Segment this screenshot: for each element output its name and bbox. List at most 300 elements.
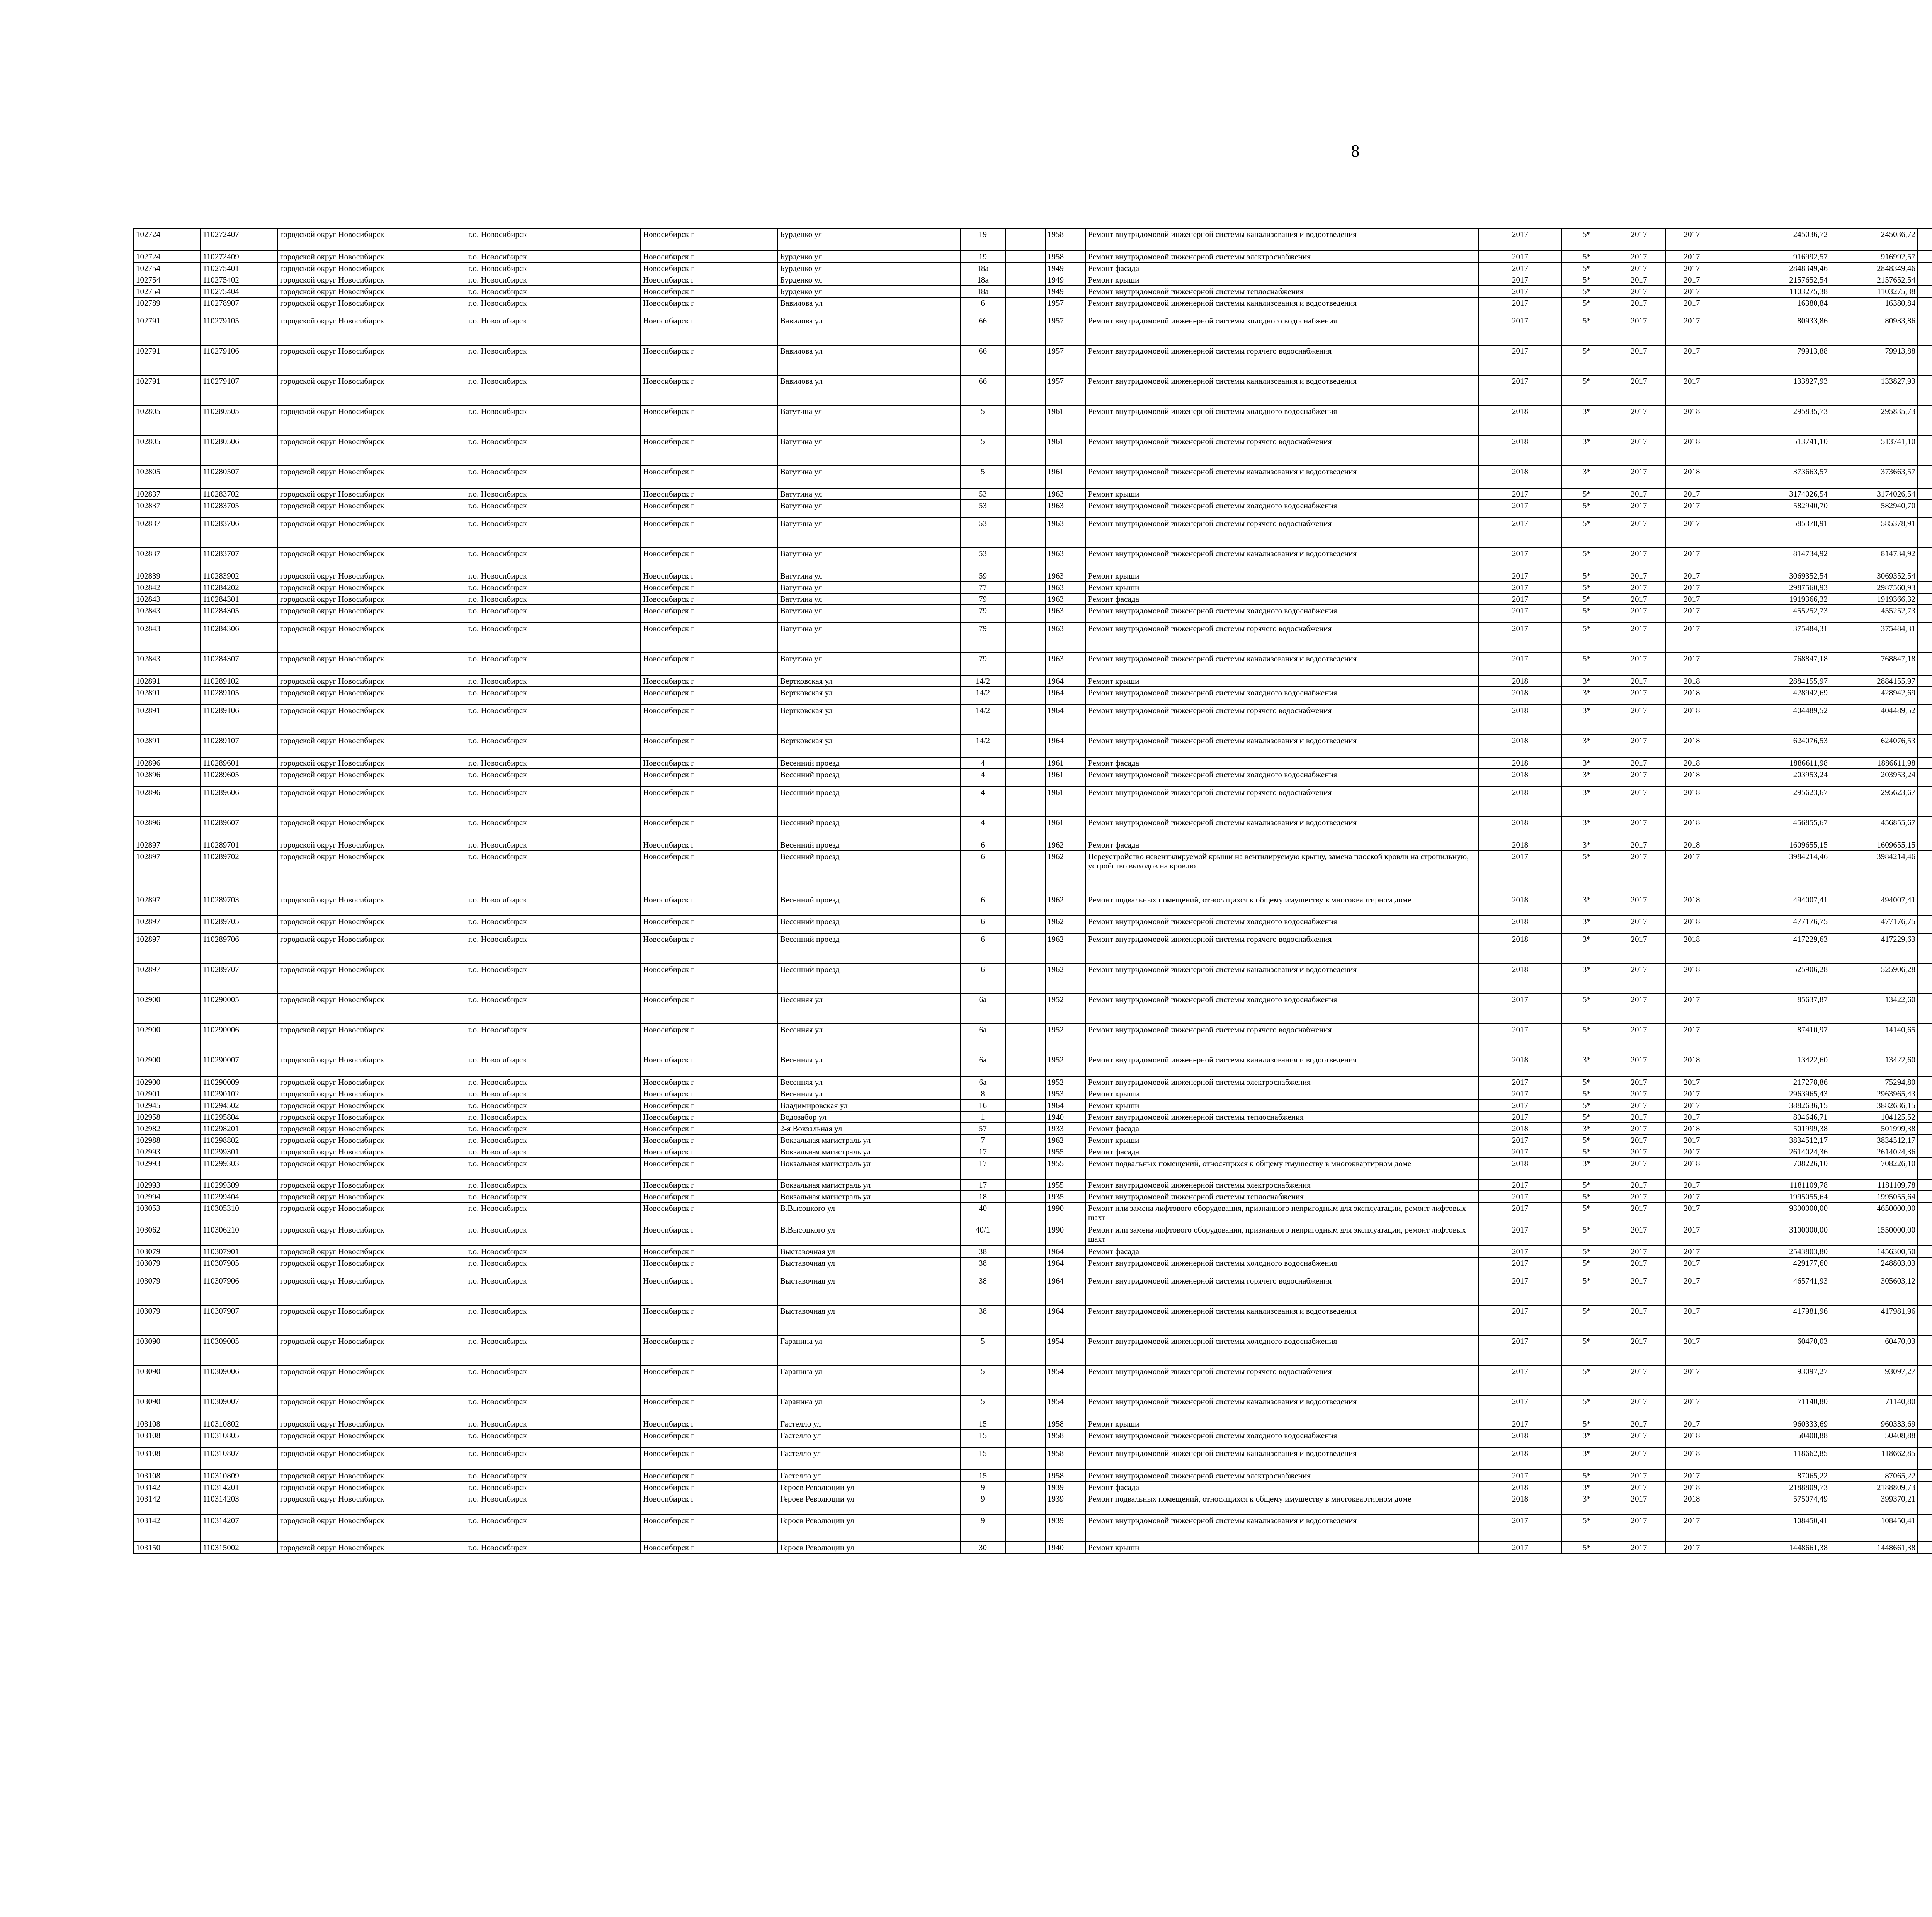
cell-street: Вертковская ул: [778, 687, 960, 705]
cell-house-number: 14/2: [960, 675, 1005, 687]
cell-end-year: 2017: [1666, 1515, 1718, 1542]
cell-total-cost: 513741,10: [1718, 436, 1830, 466]
cell-cost-part-2: [1918, 769, 1932, 787]
cell-end-year: 2018: [1666, 1054, 1718, 1076]
cell-object-id: 102897: [134, 916, 201, 933]
cell-total-cost: 217278,86: [1718, 1076, 1830, 1088]
cell-end-year: 2018: [1666, 787, 1718, 817]
cell-year-built: 1961: [1045, 466, 1086, 488]
cell-object-id: 103142: [134, 1493, 201, 1515]
cell-end-year: 2017: [1666, 1024, 1718, 1054]
table-row: [134, 687, 1932, 705]
cell-locality: Новосибирск г: [641, 1146, 778, 1158]
cell-municipality: городской округ Новосибирск: [278, 839, 466, 851]
cell-start-year: 2017: [1612, 1542, 1666, 1553]
cell-record-id: 110298802: [201, 1134, 278, 1146]
cell-district: г.о. Новосибирск: [466, 1146, 641, 1158]
cell-building: [1005, 375, 1045, 405]
cell-total-cost: 3882636,15: [1718, 1100, 1830, 1111]
cell-municipality: городской округ Новосибирск: [278, 1158, 466, 1179]
cell-record-id: 110289702: [201, 851, 278, 894]
cell-category: 3*: [1561, 735, 1612, 757]
cell-locality: Новосибирск г: [641, 1365, 778, 1396]
cell-start-year: 2017: [1612, 817, 1666, 839]
cell-record-id: 110315002: [201, 1542, 278, 1553]
cell-category: 3*: [1561, 964, 1612, 994]
cell-plan-year: 2017: [1479, 1470, 1561, 1481]
cell-end-year: 2017: [1666, 570, 1718, 582]
cell-category: 3*: [1561, 687, 1612, 705]
cell-municipality: городской округ Новосибирск: [278, 375, 466, 405]
cell-category: 5*: [1561, 1257, 1612, 1275]
cell-total-cost: 455252,73: [1718, 605, 1830, 623]
cell-work-type: Ремонт подвальных помещений, относящихся к общему имуществу в многоквартирном доме: [1086, 1158, 1479, 1179]
cell-cost-part-1: 708226,10: [1830, 1158, 1918, 1179]
cell-year-built: 1990: [1045, 1224, 1086, 1246]
cell-district: г.о. Новосибирск: [466, 1335, 641, 1365]
cell-building: [1005, 1481, 1045, 1493]
cell-object-id: 102791: [134, 315, 201, 345]
table-row: [134, 297, 1932, 315]
cell-start-year: 2017: [1612, 466, 1666, 488]
cell-category: 5*: [1561, 228, 1612, 251]
cell-plan-year: 2017: [1479, 518, 1561, 548]
cell-district: г.о. Новосибирск: [466, 1481, 641, 1493]
cell-cost-part-2: [1918, 675, 1932, 687]
cell-total-cost: 245036,72: [1718, 228, 1830, 251]
cell-end-year: 2017: [1666, 653, 1718, 675]
table-row: [134, 1088, 1932, 1100]
cell-locality: Новосибирск г: [641, 1024, 778, 1054]
cell-record-id: 110275402: [201, 274, 278, 286]
cell-cost-part-2: [1918, 894, 1932, 916]
cell-cost-part-2: [1918, 262, 1932, 274]
cell-work-type: Ремонт крыши: [1086, 1100, 1479, 1111]
cell-street: Владимировская ул: [778, 1100, 960, 1111]
cell-work-type: Ремонт фасада: [1086, 1246, 1479, 1257]
cell-year-built: 1952: [1045, 1076, 1086, 1088]
table-row: [134, 623, 1932, 653]
cell-end-year: 2017: [1666, 1191, 1718, 1202]
cell-object-id: 102901: [134, 1088, 201, 1100]
cell-cost-part-2: [1918, 1202, 1932, 1224]
table-row: [134, 894, 1932, 916]
cell-total-cost: 50408,88: [1718, 1430, 1830, 1447]
cell-street: Гастелло ул: [778, 1470, 960, 1481]
table-row: [134, 1418, 1932, 1430]
cell-end-year: 2017: [1666, 548, 1718, 570]
cell-district: г.о. Новосибирск: [466, 687, 641, 705]
cell-work-type: Ремонт крыши: [1086, 1542, 1479, 1553]
cell-street: Ватутина ул: [778, 548, 960, 570]
cell-district: г.о. Новосибирск: [466, 1542, 641, 1553]
cell-plan-year: 2017: [1479, 1100, 1561, 1111]
cell-district: г.о. Новосибирск: [466, 817, 641, 839]
cell-locality: Новосибирск г: [641, 1493, 778, 1515]
cell-end-year: 2017: [1666, 1365, 1718, 1396]
cell-year-built: 1933: [1045, 1123, 1086, 1134]
cell-start-year: 2017: [1612, 605, 1666, 623]
cell-year-built: 1964: [1045, 1275, 1086, 1305]
cell-year-built: 1990: [1045, 1202, 1086, 1224]
cell-plan-year: 2017: [1479, 653, 1561, 675]
cell-total-cost: 428942,69: [1718, 687, 1830, 705]
cell-object-id: 103090: [134, 1335, 201, 1365]
cell-record-id: 110310809: [201, 1470, 278, 1481]
cell-locality: Новосибирск г: [641, 1542, 778, 1553]
cell-municipality: городской округ Новосибирск: [278, 787, 466, 817]
table-row: [134, 315, 1932, 345]
table-row: [134, 1054, 1932, 1076]
cell-locality: Новосибирск г: [641, 1275, 778, 1305]
cell-locality: Новосибирск г: [641, 1111, 778, 1123]
cell-category: 3*: [1561, 436, 1612, 466]
cell-end-year: 2017: [1666, 593, 1718, 605]
cell-plan-year: 2017: [1479, 297, 1561, 315]
cell-object-id: 102896: [134, 769, 201, 787]
cell-house-number: 66: [960, 315, 1005, 345]
cell-district: г.о. Новосибирск: [466, 1054, 641, 1076]
cell-street: Выставочная ул: [778, 1246, 960, 1257]
cell-year-built: 1955: [1045, 1146, 1086, 1158]
cell-house-number: 79: [960, 605, 1005, 623]
table-row: [134, 817, 1932, 839]
cell-start-year: 2017: [1612, 787, 1666, 817]
cell-work-type: Ремонт крыши: [1086, 582, 1479, 593]
cell-work-type: Ремонт фасада: [1086, 1123, 1479, 1134]
cell-start-year: 2017: [1612, 1024, 1666, 1054]
cell-work-type: Ремонт внутридомовой инженерной системы электроснабжения: [1086, 251, 1479, 262]
cell-cost-part-2: [1918, 593, 1932, 605]
cell-category: 5*: [1561, 1202, 1612, 1224]
cell-work-type: Ремонт внутридомовой инженерной системы горячего водоснабжения: [1086, 1275, 1479, 1305]
cell-municipality: городской округ Новосибирск: [278, 1430, 466, 1447]
cell-total-cost: 3984214,46: [1718, 851, 1830, 894]
cell-total-cost: 2188809,73: [1718, 1481, 1830, 1493]
cell-building: [1005, 1024, 1045, 1054]
table-row: [134, 964, 1932, 994]
cell-end-year: 2018: [1666, 735, 1718, 757]
cell-cost-part-2: [1918, 1158, 1932, 1179]
cell-building: [1005, 916, 1045, 933]
cell-year-built: 1949: [1045, 286, 1086, 297]
cell-total-cost: 3069352,54: [1718, 570, 1830, 582]
cell-work-type: Ремонт внутридомовой инженерной системы канализования и водоотведения: [1086, 466, 1479, 488]
cell-work-type: Ремонт внутридомовой инженерной системы электроснабжения: [1086, 1470, 1479, 1481]
cell-record-id: 110310802: [201, 1418, 278, 1430]
cell-category: 3*: [1561, 757, 1612, 769]
cell-record-id: 110299309: [201, 1179, 278, 1191]
cell-district: г.о. Новосибирск: [466, 251, 641, 262]
table-row: [134, 548, 1932, 570]
cell-cost-part-1: 1995055,64: [1830, 1191, 1918, 1202]
cell-object-id: 102945: [134, 1100, 201, 1111]
cell-object-id: 102896: [134, 817, 201, 839]
cell-work-type: Ремонт внутридомовой инженерной системы канализования и водоотведения: [1086, 1447, 1479, 1470]
cell-plan-year: 2018: [1479, 787, 1561, 817]
cell-total-cost: 71140,80: [1718, 1396, 1830, 1418]
cell-street: Весенний проезд: [778, 839, 960, 851]
cell-record-id: 110314201: [201, 1481, 278, 1493]
cell-start-year: 2017: [1612, 933, 1666, 964]
cell-building: [1005, 687, 1045, 705]
cell-building: [1005, 1111, 1045, 1123]
cell-total-cost: 3174026,54: [1718, 488, 1830, 500]
cell-cost-part-1: 14140,65: [1830, 1024, 1918, 1054]
cell-end-year: 2017: [1666, 1202, 1718, 1224]
cell-work-type: Ремонт внутридомовой инженерной системы канализования и водоотведения: [1086, 1305, 1479, 1335]
cell-end-year: 2018: [1666, 817, 1718, 839]
cell-municipality: городской округ Новосибирск: [278, 1396, 466, 1418]
cell-record-id: 110307905: [201, 1257, 278, 1275]
table-row: [134, 769, 1932, 787]
cell-plan-year: 2017: [1479, 1111, 1561, 1123]
cell-street: Выставочная ул: [778, 1305, 960, 1335]
cell-cost-part-1: 305603,12: [1830, 1275, 1918, 1305]
cell-plan-year: 2018: [1479, 405, 1561, 436]
cell-object-id: 102791: [134, 375, 201, 405]
cell-house-number: 40: [960, 1202, 1005, 1224]
cell-plan-year: 2017: [1479, 1088, 1561, 1100]
cell-cost-part-1: 1456300,50: [1830, 1246, 1918, 1257]
cell-work-type: Ремонт внутридомовой инженерной системы канализования и водоотведения: [1086, 817, 1479, 839]
cell-district: г.о. Новосибирск: [466, 933, 641, 964]
cell-municipality: городской округ Новосибирск: [278, 1224, 466, 1246]
cell-total-cost: 585378,91: [1718, 518, 1830, 548]
cell-house-number: 16: [960, 1100, 1005, 1111]
cell-municipality: городской округ Новосибирск: [278, 466, 466, 488]
cell-year-built: 1963: [1045, 488, 1086, 500]
cell-cost-part-2: [1918, 1396, 1932, 1418]
cell-municipality: городской округ Новосибирск: [278, 1515, 466, 1542]
cell-district: г.о. Новосибирск: [466, 1447, 641, 1470]
cell-record-id: 110299404: [201, 1191, 278, 1202]
cell-category: 5*: [1561, 375, 1612, 405]
cell-cost-part-1: 93097,27: [1830, 1365, 1918, 1396]
cell-cost-part-1: 1919366,32: [1830, 593, 1918, 605]
cell-work-type: Ремонт крыши: [1086, 1134, 1479, 1146]
cell-object-id: 102897: [134, 964, 201, 994]
cell-building: [1005, 994, 1045, 1024]
cell-street: Выставочная ул: [778, 1257, 960, 1275]
cell-house-number: 79: [960, 653, 1005, 675]
cell-start-year: 2017: [1612, 345, 1666, 375]
cell-house-number: 5: [960, 436, 1005, 466]
page-number: 8: [1351, 141, 1360, 160]
cell-total-cost: 916992,57: [1718, 251, 1830, 262]
cell-end-year: 2017: [1666, 286, 1718, 297]
cell-start-year: 2017: [1612, 297, 1666, 315]
cell-plan-year: 2018: [1479, 769, 1561, 787]
cell-start-year: 2017: [1612, 1481, 1666, 1493]
cell-cost-part-2: [1918, 705, 1932, 735]
cell-end-year: 2017: [1666, 1275, 1718, 1305]
cell-house-number: 5: [960, 405, 1005, 436]
cell-end-year: 2018: [1666, 1123, 1718, 1134]
cell-cost-part-1: 80933,86: [1830, 315, 1918, 345]
table-row: [134, 375, 1932, 405]
cell-cost-part-1: 455252,73: [1830, 605, 1918, 623]
cell-street: Весенняя ул: [778, 1088, 960, 1100]
table-row: [134, 262, 1932, 274]
cell-object-id: 102900: [134, 994, 201, 1024]
cell-cost-part-1: 60470,03: [1830, 1335, 1918, 1365]
cell-house-number: 15: [960, 1430, 1005, 1447]
cell-start-year: 2017: [1612, 1515, 1666, 1542]
cell-category: 5*: [1561, 262, 1612, 274]
cell-total-cost: 575074,49: [1718, 1493, 1830, 1515]
cell-street: Героев Революции ул: [778, 1481, 960, 1493]
cell-object-id: 102842: [134, 582, 201, 593]
cell-plan-year: 2017: [1479, 570, 1561, 582]
cell-year-built: 1955: [1045, 1179, 1086, 1191]
cell-plan-year: 2018: [1479, 687, 1561, 705]
cell-cost-part-2: [1918, 286, 1932, 297]
cell-object-id: 102900: [134, 1054, 201, 1076]
cell-end-year: 2017: [1666, 1418, 1718, 1430]
cell-district: г.о. Новосибирск: [466, 297, 641, 315]
cell-total-cost: 79913,88: [1718, 345, 1830, 375]
cell-year-built: 1962: [1045, 916, 1086, 933]
cell-district: г.о. Новосибирск: [466, 1305, 641, 1335]
cell-start-year: 2017: [1612, 1224, 1666, 1246]
cell-cost-part-2: [1918, 1515, 1932, 1542]
cell-locality: Новосибирск г: [641, 405, 778, 436]
cell-plan-year: 2017: [1479, 251, 1561, 262]
cell-district: г.о. Новосибирск: [466, 1396, 641, 1418]
cell-category: 5*: [1561, 315, 1612, 345]
cell-year-built: 1964: [1045, 1257, 1086, 1275]
cell-district: г.о. Новосибирск: [466, 488, 641, 500]
cell-cost-part-2: [1918, 687, 1932, 705]
cell-start-year: 2017: [1612, 705, 1666, 735]
cell-building: [1005, 1430, 1045, 1447]
cell-district: г.о. Новосибирск: [466, 851, 641, 894]
cell-year-built: 1963: [1045, 653, 1086, 675]
cell-cost-part-1: 960333,69: [1830, 1418, 1918, 1430]
cell-district: г.о. Новосибирск: [466, 1246, 641, 1257]
cell-plan-year: 2017: [1479, 1146, 1561, 1158]
cell-house-number: 53: [960, 548, 1005, 570]
cell-total-cost: 93097,27: [1718, 1365, 1830, 1396]
cell-house-number: 17: [960, 1146, 1005, 1158]
cell-record-id: 110283702: [201, 488, 278, 500]
cell-start-year: 2017: [1612, 500, 1666, 518]
cell-building: [1005, 757, 1045, 769]
cell-work-type: Ремонт внутридомовой инженерной системы холодного водоснабжения: [1086, 500, 1479, 518]
cell-start-year: 2017: [1612, 1100, 1666, 1111]
cell-category: 3*: [1561, 466, 1612, 488]
cell-cost-part-1: 2884155,97: [1830, 675, 1918, 687]
cell-work-type: Ремонт внутридомовой инженерной системы канализования и водоотведения: [1086, 653, 1479, 675]
cell-municipality: городской округ Новосибирск: [278, 964, 466, 994]
cell-total-cost: 3100000,00: [1718, 1224, 1830, 1246]
cell-year-built: 1962: [1045, 1134, 1086, 1146]
cell-record-id: 110299303: [201, 1158, 278, 1179]
cell-object-id: 103142: [134, 1481, 201, 1493]
cell-locality: Новосибирск г: [641, 787, 778, 817]
cell-end-year: 2017: [1666, 262, 1718, 274]
cell-cost-part-2: [1918, 466, 1932, 488]
cell-street: Бурденко ул: [778, 286, 960, 297]
cell-work-type: Ремонт фасада: [1086, 757, 1479, 769]
cell-record-id: 110294502: [201, 1100, 278, 1111]
cell-locality: Новосибирск г: [641, 500, 778, 518]
cell-category: 3*: [1561, 769, 1612, 787]
cell-district: г.о. Новосибирск: [466, 964, 641, 994]
cell-end-year: 2017: [1666, 1088, 1718, 1100]
cell-cost-part-2: [1918, 1257, 1932, 1275]
cell-street: Гастелло ул: [778, 1418, 960, 1430]
cell-cost-part-1: 399370,21: [1830, 1493, 1918, 1515]
cell-total-cost: 133827,93: [1718, 375, 1830, 405]
cell-house-number: 8: [960, 1088, 1005, 1100]
cell-district: г.о. Новосибирск: [466, 1024, 641, 1054]
cell-municipality: городской округ Новосибирск: [278, 1134, 466, 1146]
cell-start-year: 2017: [1612, 1430, 1666, 1447]
cell-district: г.о. Новосибирск: [466, 436, 641, 466]
cell-locality: Новосибирск г: [641, 1481, 778, 1493]
cell-work-type: Ремонт крыши: [1086, 1088, 1479, 1100]
cell-municipality: городской округ Новосибирск: [278, 1335, 466, 1365]
cell-locality: Новосибирск г: [641, 851, 778, 894]
cell-category: 5*: [1561, 251, 1612, 262]
cell-district: г.о. Новосибирск: [466, 1515, 641, 1542]
cell-house-number: 6: [960, 297, 1005, 315]
cell-work-type: Ремонт внутридомовой инженерной системы теплоснабжения: [1086, 1111, 1479, 1123]
cell-street: Ватутина ул: [778, 466, 960, 488]
cell-work-type: Ремонт внутридомовой инженерной системы холодного водоснабжения: [1086, 405, 1479, 436]
table-row: [134, 653, 1932, 675]
cell-house-number: 4: [960, 787, 1005, 817]
cell-cost-part-2: [1918, 851, 1932, 894]
cell-end-year: 2017: [1666, 1257, 1718, 1275]
cell-work-type: Ремонт крыши: [1086, 1418, 1479, 1430]
cell-work-type: Ремонт внутридомовой инженерной системы теплоснабжения: [1086, 286, 1479, 297]
cell-record-id: 110289105: [201, 687, 278, 705]
cell-cost-part-2: [1918, 1100, 1932, 1111]
cell-object-id: 102837: [134, 518, 201, 548]
cell-municipality: городской округ Новосибирск: [278, 593, 466, 605]
table-row: [134, 1365, 1932, 1396]
cell-category: 3*: [1561, 1481, 1612, 1493]
cell-cost-part-1: 513741,10: [1830, 436, 1918, 466]
cell-work-type: Ремонт внутридомовой инженерной системы канализования и водоотведения: [1086, 375, 1479, 405]
cell-plan-year: 2017: [1479, 1365, 1561, 1396]
cell-district: г.о. Новосибирск: [466, 405, 641, 436]
cell-street: Весенний проезд: [778, 916, 960, 933]
table-row: [134, 1076, 1932, 1088]
table-row: [134, 1430, 1932, 1447]
cell-total-cost: 465741,93: [1718, 1275, 1830, 1305]
cell-building: [1005, 345, 1045, 375]
cell-category: 5*: [1561, 1146, 1612, 1158]
cell-record-id: 110289605: [201, 769, 278, 787]
table-row: [134, 994, 1932, 1024]
cell-locality: Новосибирск г: [641, 705, 778, 735]
cell-cost-part-2: [1918, 916, 1932, 933]
cell-total-cost: 1995055,64: [1718, 1191, 1830, 1202]
cell-cost-part-1: 1181109,78: [1830, 1179, 1918, 1191]
cell-municipality: городской округ Новосибирск: [278, 1493, 466, 1515]
cell-year-built: 1958: [1045, 1470, 1086, 1481]
cell-object-id: 102837: [134, 548, 201, 570]
cell-municipality: городской округ Новосибирск: [278, 1100, 466, 1111]
table-row: [134, 345, 1932, 375]
cell-plan-year: 2017: [1479, 1246, 1561, 1257]
cell-house-number: 6: [960, 851, 1005, 894]
cell-building: [1005, 817, 1045, 839]
